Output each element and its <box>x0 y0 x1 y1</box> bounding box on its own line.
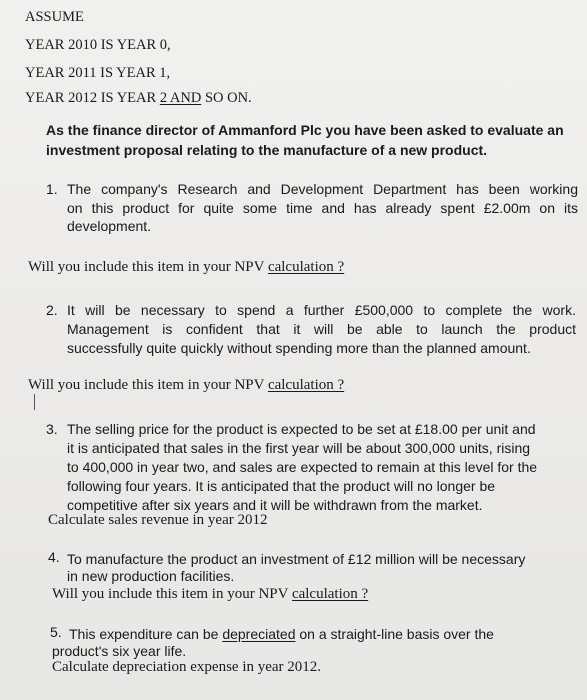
text-cursor <box>34 394 35 410</box>
item-2-line-1: It will be necessary to spend a further £500,000 to complete the work. <box>67 302 576 318</box>
item-3-line-2: it is anticipated that sales in the first year will be about 300,000 units, rising <box>67 440 531 456</box>
assumption-year-2-text: YEAR 2012 IS YEAR <box>25 90 160 106</box>
item-5-number: 5. <box>50 624 62 640</box>
assumption-year-2-end: SO ON. <box>201 90 252 106</box>
item-4-number: 4. <box>48 549 60 565</box>
item-4-line-2: in new production facilities. <box>67 568 235 584</box>
assume-heading: ASSUME <box>25 9 84 25</box>
question-2 <box>28 376 344 394</box>
assumption-year-2 <box>25 89 252 107</box>
intro-line-2: investment proposal relating to the manufacture of a new product. <box>46 142 488 158</box>
item-5-task: Calculate depreciation expense in year 2012. <box>52 659 322 675</box>
item-3-line-3: to 400,000 in year two, and sales are expected to remain at this level for the <box>67 459 538 475</box>
item-3-line-4: following four years. It is anticipated that the product will no longer be <box>67 478 496 494</box>
item-1-line-3: development. <box>67 218 152 234</box>
item-1-number: 1. <box>46 181 58 197</box>
question-1-text: Will you include this item in your NPV <box>28 259 268 275</box>
item-4-question-link[interactable]: calculation ? <box>291 586 369 602</box>
item-1-line-2: on this product for quite some time and has already spent £2.00m on its <box>67 200 578 216</box>
item-5-line-1-end: on a straight-line basis over the <box>295 626 494 642</box>
assumption-year-0: YEAR 2010 IS YEAR 0, <box>25 37 171 53</box>
question-2-text: Will you include this item in your NPV <box>28 377 268 393</box>
item-4-question <box>52 585 368 603</box>
assumption-year-1: YEAR 2011 IS YEAR 1, <box>25 65 171 81</box>
question-1 <box>28 258 344 276</box>
item-5-line-1-text: This expenditure can be <box>69 626 223 642</box>
item-3-line-1: The selling price for the product is expected to be set at £18.00 per unit and <box>67 421 536 437</box>
item-5-line-1 <box>69 625 494 643</box>
item-2-line-2: Management is confident that it will be able to launch the product <box>67 321 576 337</box>
question-1-link[interactable]: calculation ? <box>267 259 345 275</box>
item-5-depreciated-link[interactable]: depreciated <box>222 626 296 642</box>
item-3-line-5: competitive after six years and it will be withdrawn from the market. <box>67 497 483 513</box>
question-2-link[interactable]: calculation ? <box>267 377 345 393</box>
item-3-number: 3. <box>46 421 58 437</box>
item-4-line-1: To manufacture the product an investment of £12 million will be necessary <box>67 551 526 567</box>
item-3-task: Calculate sales revenue in year 2012 <box>48 512 268 528</box>
item-1-line-1: The company's Research and Development Department has been working <box>67 181 578 197</box>
item-4-question-text: Will you include this item in your NPV <box>52 586 292 602</box>
item-2-number: 2. <box>46 302 58 318</box>
item-2-line-3: successfully quite quickly without spending more than the planned amount. <box>67 340 531 356</box>
intro-line-1: As the finance director of Ammanford Plc you have been asked to evaluate an <box>46 122 564 138</box>
assumption-year-2-underlined: 2 AND <box>159 90 202 106</box>
item-5-line-2: product's six year life. <box>52 643 187 659</box>
